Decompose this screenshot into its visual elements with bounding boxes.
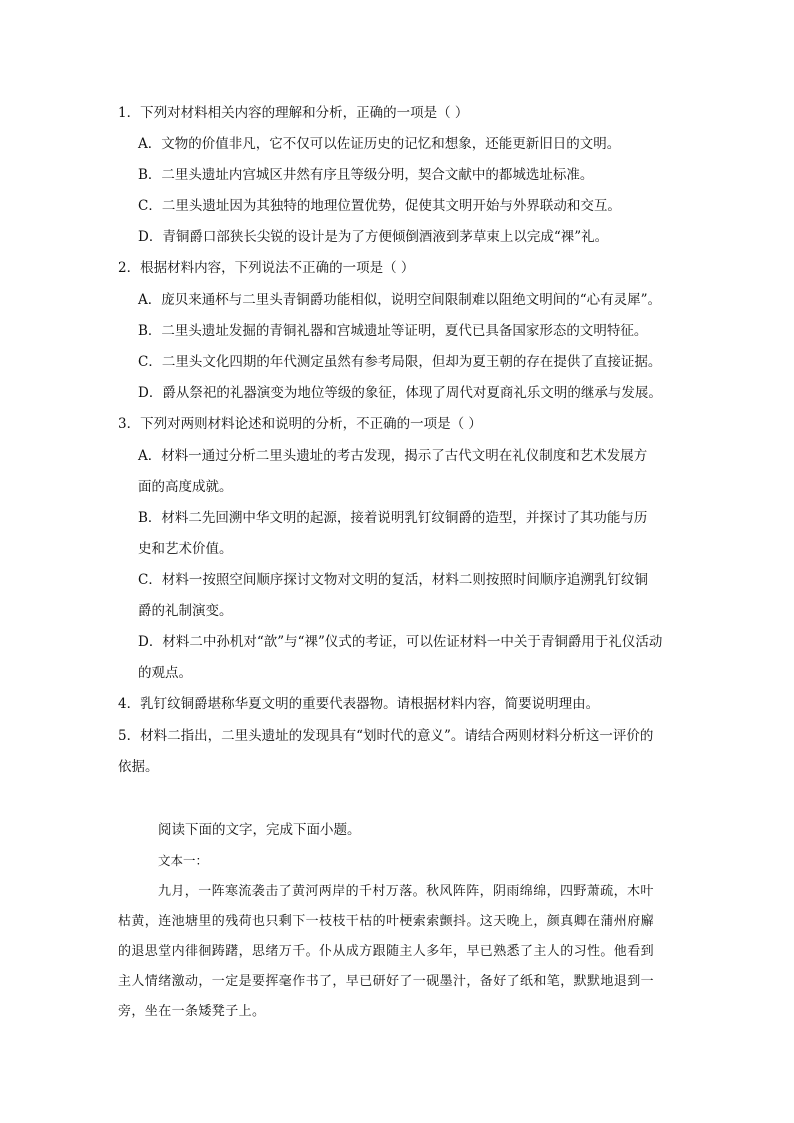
question-3-option-a: A．材料一通过分析二里头遗址的考古发现，揭示了古代文明在礼仪制度和艺术发展方 — [138, 448, 648, 464]
passage-line-5: 旁，坐在一条矮凳子上。 — [118, 1004, 266, 1019]
question-3-option-b: B．材料二先回溯中华文明的起源，接着说明乳钉纹铜爵的造型，并探讨了其功能与历 — [138, 510, 648, 526]
passage-line-1: 九月，一阵寒流袭击了黄河两岸的千村万落。秋风阵阵，阴雨绵绵，四野萧疏，木叶 — [158, 884, 654, 899]
question-2-option-d: D．爵从祭祀的礼器演变为地位等级的象征，体现了周代对夏商礼乐文明的继承与发展。 — [138, 385, 662, 401]
question-3-option-d: D．材料二中孙机对“歆”与“祼”仪式的考证，可以佐证材料一中关于青铜爵用于礼仪活动 — [138, 634, 663, 650]
passage-line-4: 主人情绪激动，一定是要挥毫作书了，早已研好了一砚墨汁，备好了纸和笔，默默地退到一 — [118, 974, 655, 989]
question-1-option-d: D．青铜爵口部狭长尖锐的设计是为了方便倾倒酒液到茅草束上以完成“祼”礼。 — [138, 229, 609, 245]
question-1-stem: 1．下列对材料相关内容的理解和分析，正确的一项是（ ） — [118, 105, 469, 121]
passage-line-3: 的退思堂内徘徊踌躇，思绪万千。仆从成方跟随主人多年，早已熟悉了主人的习性。他看到 — [118, 944, 655, 959]
question-2-option-b: B．二里头遗址发掘的青铜礼器和宫城遗址等证明，夏代已具备国家形态的文明特征。 — [138, 323, 648, 339]
question-3-option-c-cont: 爵的礼制演变。 — [138, 603, 233, 619]
question-1-option-b: B．二里头遗址内宫城区井然有序且等级分明，契合文献中的都城选址标准。 — [138, 167, 594, 183]
question-5-stem: 5．材料二指出，二里头遗址的发现具有“划时代的意义”。请结合两则材料分析这一评价的 — [118, 728, 654, 744]
reading-instruction: 阅读下面的文字，完成下面小题。 — [158, 822, 361, 838]
passage-line-2: 枯黄，连池塘里的残荷也只剩下一枝枝干枯的叶梗索索颤抖。这天晚上，颜真卿在蒲州府廨 — [118, 914, 655, 929]
question-3-option-c: C．材料一按照空间顺序探讨文物对文明的复活，材料二则按照时间顺序追溯乳钉纹铜 — [138, 572, 648, 588]
question-4-stem: 4．乳钉纹铜爵堪称华夏文明的重要代表器物。请根据材料内容，简要说明理由。 — [118, 696, 600, 712]
question-2-option-c: C．二里头文化四期的年代测定虽然有参考局限，但却为夏王朝的存在提供了直接证据。 — [138, 354, 662, 370]
question-1-option-a: A．文物的价值非凡，它不仅可以佐证历史的记忆和想象，还能更新旧日的文明。 — [138, 136, 621, 152]
question-5-stem-cont: 依据。 — [118, 759, 159, 775]
question-2-stem: 2．根据材料内容，下列说法不正确的一项是（ ） — [118, 260, 415, 276]
question-3-stem: 3．下列对两则材料论述和说明的分析，不正确的一项是（ ） — [118, 416, 482, 432]
question-2-option-a: A．庞贝来通杯与二里头青铜爵功能相似，说明空间限制难以阻绝文明间的“心有灵犀”。 — [138, 292, 662, 308]
question-1-option-c: C．二里头遗址因为其独特的地理位置优势，促使其文明开始与外界联动和交互。 — [138, 198, 621, 214]
question-3-option-b-cont: 史和艺术价值。 — [138, 541, 233, 557]
text-one-label: 文本一： — [158, 853, 209, 868]
question-3-option-a-cont: 面的高度成就。 — [138, 479, 233, 495]
question-3-option-d-cont: 的观点。 — [138, 665, 192, 681]
